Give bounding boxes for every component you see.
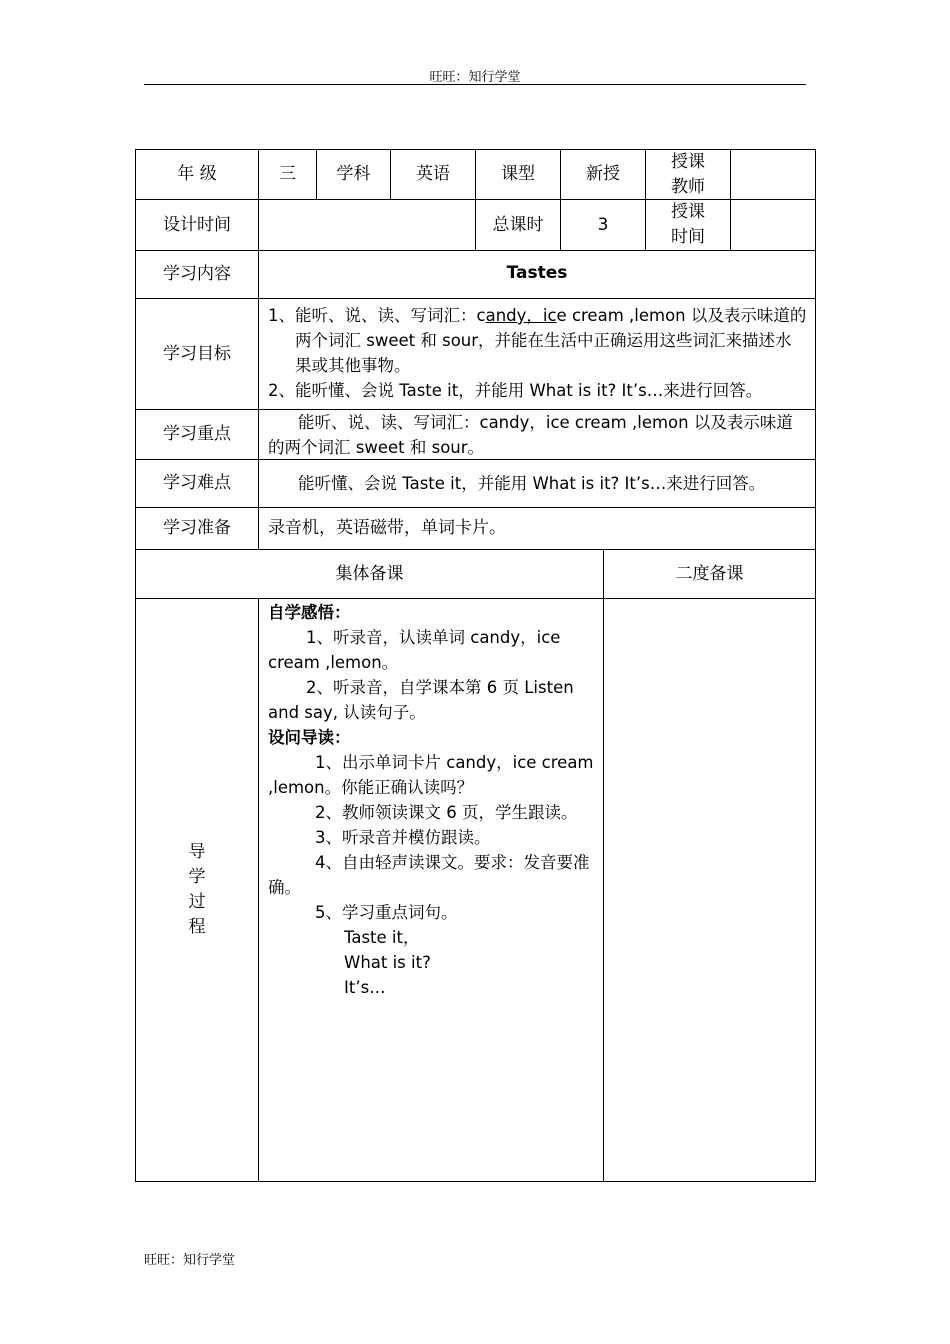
preparation-label: 学习准备	[135, 507, 259, 550]
subject-value: 英语	[390, 149, 476, 200]
class-time-value	[730, 199, 816, 251]
teacher-label	[645, 149, 731, 200]
second-prep-content	[603, 598, 816, 1182]
key-points-text: 能听、说、读、写词汇：candy，ice cream ,lemon 以及表示味道的两个词汇 sweet 和 sour。	[268, 413, 793, 457]
goal-1-part-c: e cream ,lemon 以及表示味道的两个词汇 sweet 和 sour，并能在生活中正确运用这些词汇来描述水果或其他事物。	[295, 306, 807, 375]
class-time-label	[645, 199, 731, 251]
difficulty-value: 能听懂、会说 Taste it，并能用 What is it? It’s…来进行回答。	[258, 459, 816, 508]
process-content	[258, 598, 604, 1182]
content-label: 学习内容	[135, 250, 259, 299]
teacher-value	[730, 149, 816, 200]
total-hours-label: 总课时	[475, 199, 561, 251]
goals-label: 学习目标	[135, 298, 259, 410]
lesson-type-value: 新授	[560, 149, 646, 200]
process-char-4: 程	[188, 917, 206, 937]
header-divider	[144, 84, 806, 85]
page-header: 旺旺：知行学堂	[429, 70, 521, 85]
guided-reading-title: 设问导读：	[268, 728, 351, 747]
process-char-1: 导	[188, 842, 206, 862]
guided-step-2: 2、教师领读课文 6 页，学生跟读。	[315, 803, 578, 822]
guided-step-1: 1、出示单词卡片 candy，ice cream ,lemon。你能正确认读吗？	[268, 753, 594, 797]
guided-step-5: 5、学习重点词句。	[315, 903, 458, 922]
key-sentence-3: It’s…	[344, 978, 386, 997]
total-hours-value: 3	[560, 199, 646, 251]
teacher-label-line2: 教师	[671, 176, 705, 197]
grade-value: 三	[258, 149, 317, 200]
self-study-title: 自学感悟：	[268, 603, 351, 622]
goals-value	[258, 298, 816, 410]
key-points-value	[258, 409, 816, 460]
design-time-label: 设计时间	[135, 199, 259, 251]
guided-step-3: 3、听录音并模仿跟读。	[315, 828, 491, 847]
difficulty-label: 学习难点	[135, 459, 259, 508]
goal-1-underlined: andy，ic	[485, 306, 557, 325]
class-time-label-line2: 时间	[671, 227, 705, 247]
teacher-label-line1: 授课	[671, 151, 705, 172]
subject-label: 学科	[316, 149, 391, 200]
lesson-type-label: 课型	[475, 149, 561, 200]
page-footer: 旺旺：知行学堂	[144, 1253, 236, 1268]
process-label	[135, 598, 259, 1182]
key-points-label: 学习重点	[135, 409, 259, 460]
self-study-step-1: 1、听录音，认读单词 candy，ice cream ,lemon。	[268, 628, 561, 672]
preparation-value: 录音机，英语磁带，单词卡片。	[258, 507, 816, 550]
goal-1-part-a: 1、能听、说、读、写词汇：c	[268, 306, 486, 325]
key-sentence-1: Taste it，	[344, 928, 420, 947]
second-prep-header: 二度备课	[603, 549, 816, 599]
class-time-label-line1: 授课	[671, 202, 705, 222]
key-sentence-2: What is it?	[344, 953, 431, 972]
content-value: Tastes	[258, 250, 816, 299]
process-char-2: 学	[188, 867, 206, 887]
guided-step-4: 4、自由轻声读课文。要求：发音要准确。	[268, 853, 590, 897]
grade-label: 年 级	[135, 149, 259, 200]
design-time-value	[258, 199, 476, 251]
goal-1	[268, 303, 807, 378]
process-char-3: 过	[188, 892, 206, 912]
collective-prep-header: 集体备课	[135, 549, 604, 599]
goal-2: 2、能听懂、会说 Taste it，并能用 What is it? It’s…来进行回答。	[268, 381, 763, 400]
self-study-step-2: 2、听录音，自学课本第 6 页 Listen and say, 认读句子。	[268, 678, 574, 722]
